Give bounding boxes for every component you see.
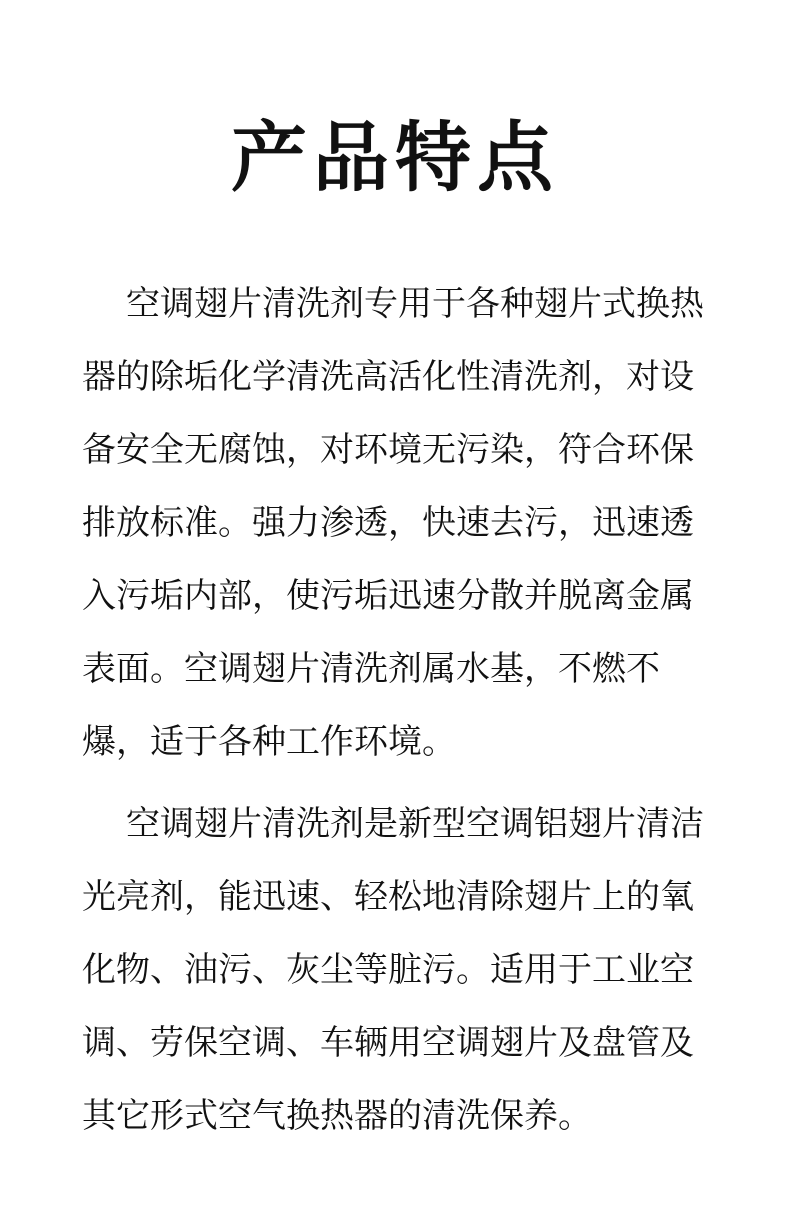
paragraph-2: 空调翅片清洗剂是新型空调铝翅片清洁光亮剂，能迅速、轻松地清除翅片上的氧化物、油污、灰尘等脏污。适用于工业空调、劳保空调、车辆用空调翅片及盘管及其它形式空气换热器的清洗保养。	[82, 804, 704, 1136]
paragraph-1: 空调翅片清洗剂专用于各种翅片式换热器的除垢化学清洗高活化性清洗剂，对设备安全无腐蚀，对环境无污染，符合环保排放标准。强力渗透，快速去污，迅速透入污垢内部，使污垢迅速分散并脱离金属表面。空调翅片清洗剂属水基，不燃不爆，适于各种工作环境。	[82, 284, 704, 762]
page-title: 产品特点	[231, 113, 559, 202]
